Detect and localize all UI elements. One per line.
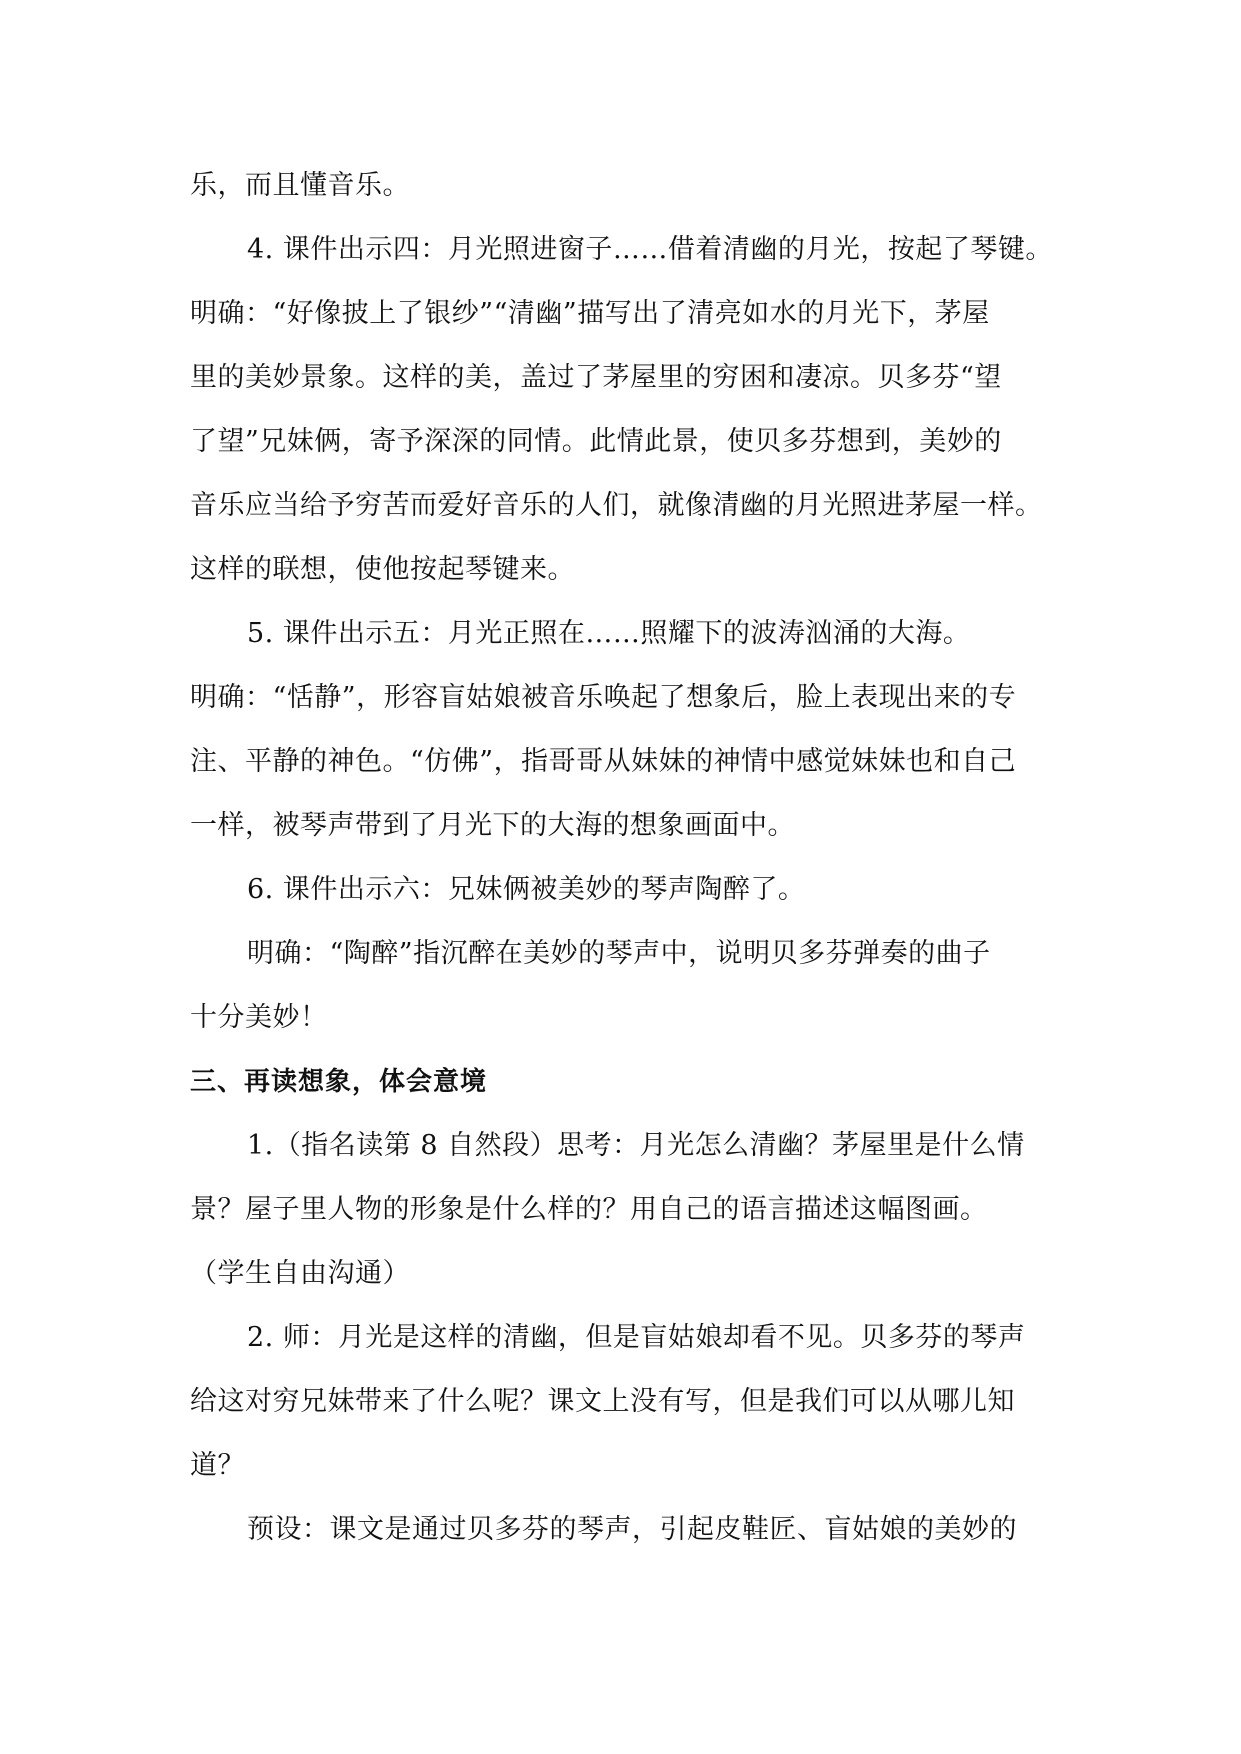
text-line: 6. 课件出示六：兄妹俩被美妙的琴声陶醉了。 <box>247 874 806 905</box>
text-line: 了望”兄妹俩，寄予深深的同情。此情此景，使贝多芬想到，美妙的 <box>190 426 1002 457</box>
text-line: 4. 课件出示四：月光照进窗子……借着清幽的月光，按起了琴键。 <box>247 234 1053 265</box>
text-line: 明确：“恬静”，形容盲姑娘被音乐唤起了想象后，脸上表现出来的专 <box>190 682 1017 713</box>
text-line: 给这对穷兄妹带来了什么呢？课文上没有写，但是我们可以从哪儿知 <box>190 1386 1015 1417</box>
text-line: 十分美妙！ <box>190 1002 328 1033</box>
text-line: 明确：“陶醉”指沉醉在美妙的琴声中，说明贝多芬弹奏的曲子 <box>247 938 991 969</box>
text-line: 一样，被琴声带到了月光下的大海的想象画面中。 <box>190 810 795 841</box>
text-line: 道？ <box>190 1450 245 1481</box>
text-line: 2. 师：月光是这样的清幽，但是盲姑娘却看不见。贝多芬的琴声 <box>247 1322 1026 1353</box>
text-line: 里的美妙景象。这样的美，盖过了茅屋里的穷困和凄凉。贝多芬“望 <box>190 362 1002 393</box>
text-line: 明确：“好像披上了银纱”“清幽”描写出了清亮如水的月光下，茅屋 <box>190 298 990 329</box>
text-line: 预设：课文是通过贝多芬的琴声，引起皮鞋匠、盲姑娘的美妙的 <box>247 1514 1017 1545</box>
text-line: 乐，而且懂音乐。 <box>190 170 410 201</box>
text-line: 音乐应当给予穷苦而爱好音乐的人们，就像清幽的月光照进茅屋一样。 <box>190 490 1043 521</box>
text-line: 景？屋子里人物的形象是什么样的？用自己的语言描述这幅图画。 <box>190 1194 988 1225</box>
document-body <box>190 154 1070 1562</box>
text-line: 5. 课件出示五：月光正照在……照耀下的波涛汹涌的大海。 <box>247 618 971 649</box>
text-line: 1.（指名读第 8 自然段）思考：月光怎么清幽？茅屋里是什么情 <box>247 1130 1025 1161</box>
text-line: 注、平静的神色。“仿佛”，指哥哥从妹妹的神情中感觉妹妹也和自己 <box>190 746 1017 777</box>
text-line: （学生自由沟通） <box>190 1258 410 1289</box>
section-heading: 三、再读想象，体会意境 <box>190 1067 488 1097</box>
text-line: 这样的联想，使他按起琴键来。 <box>190 554 575 585</box>
